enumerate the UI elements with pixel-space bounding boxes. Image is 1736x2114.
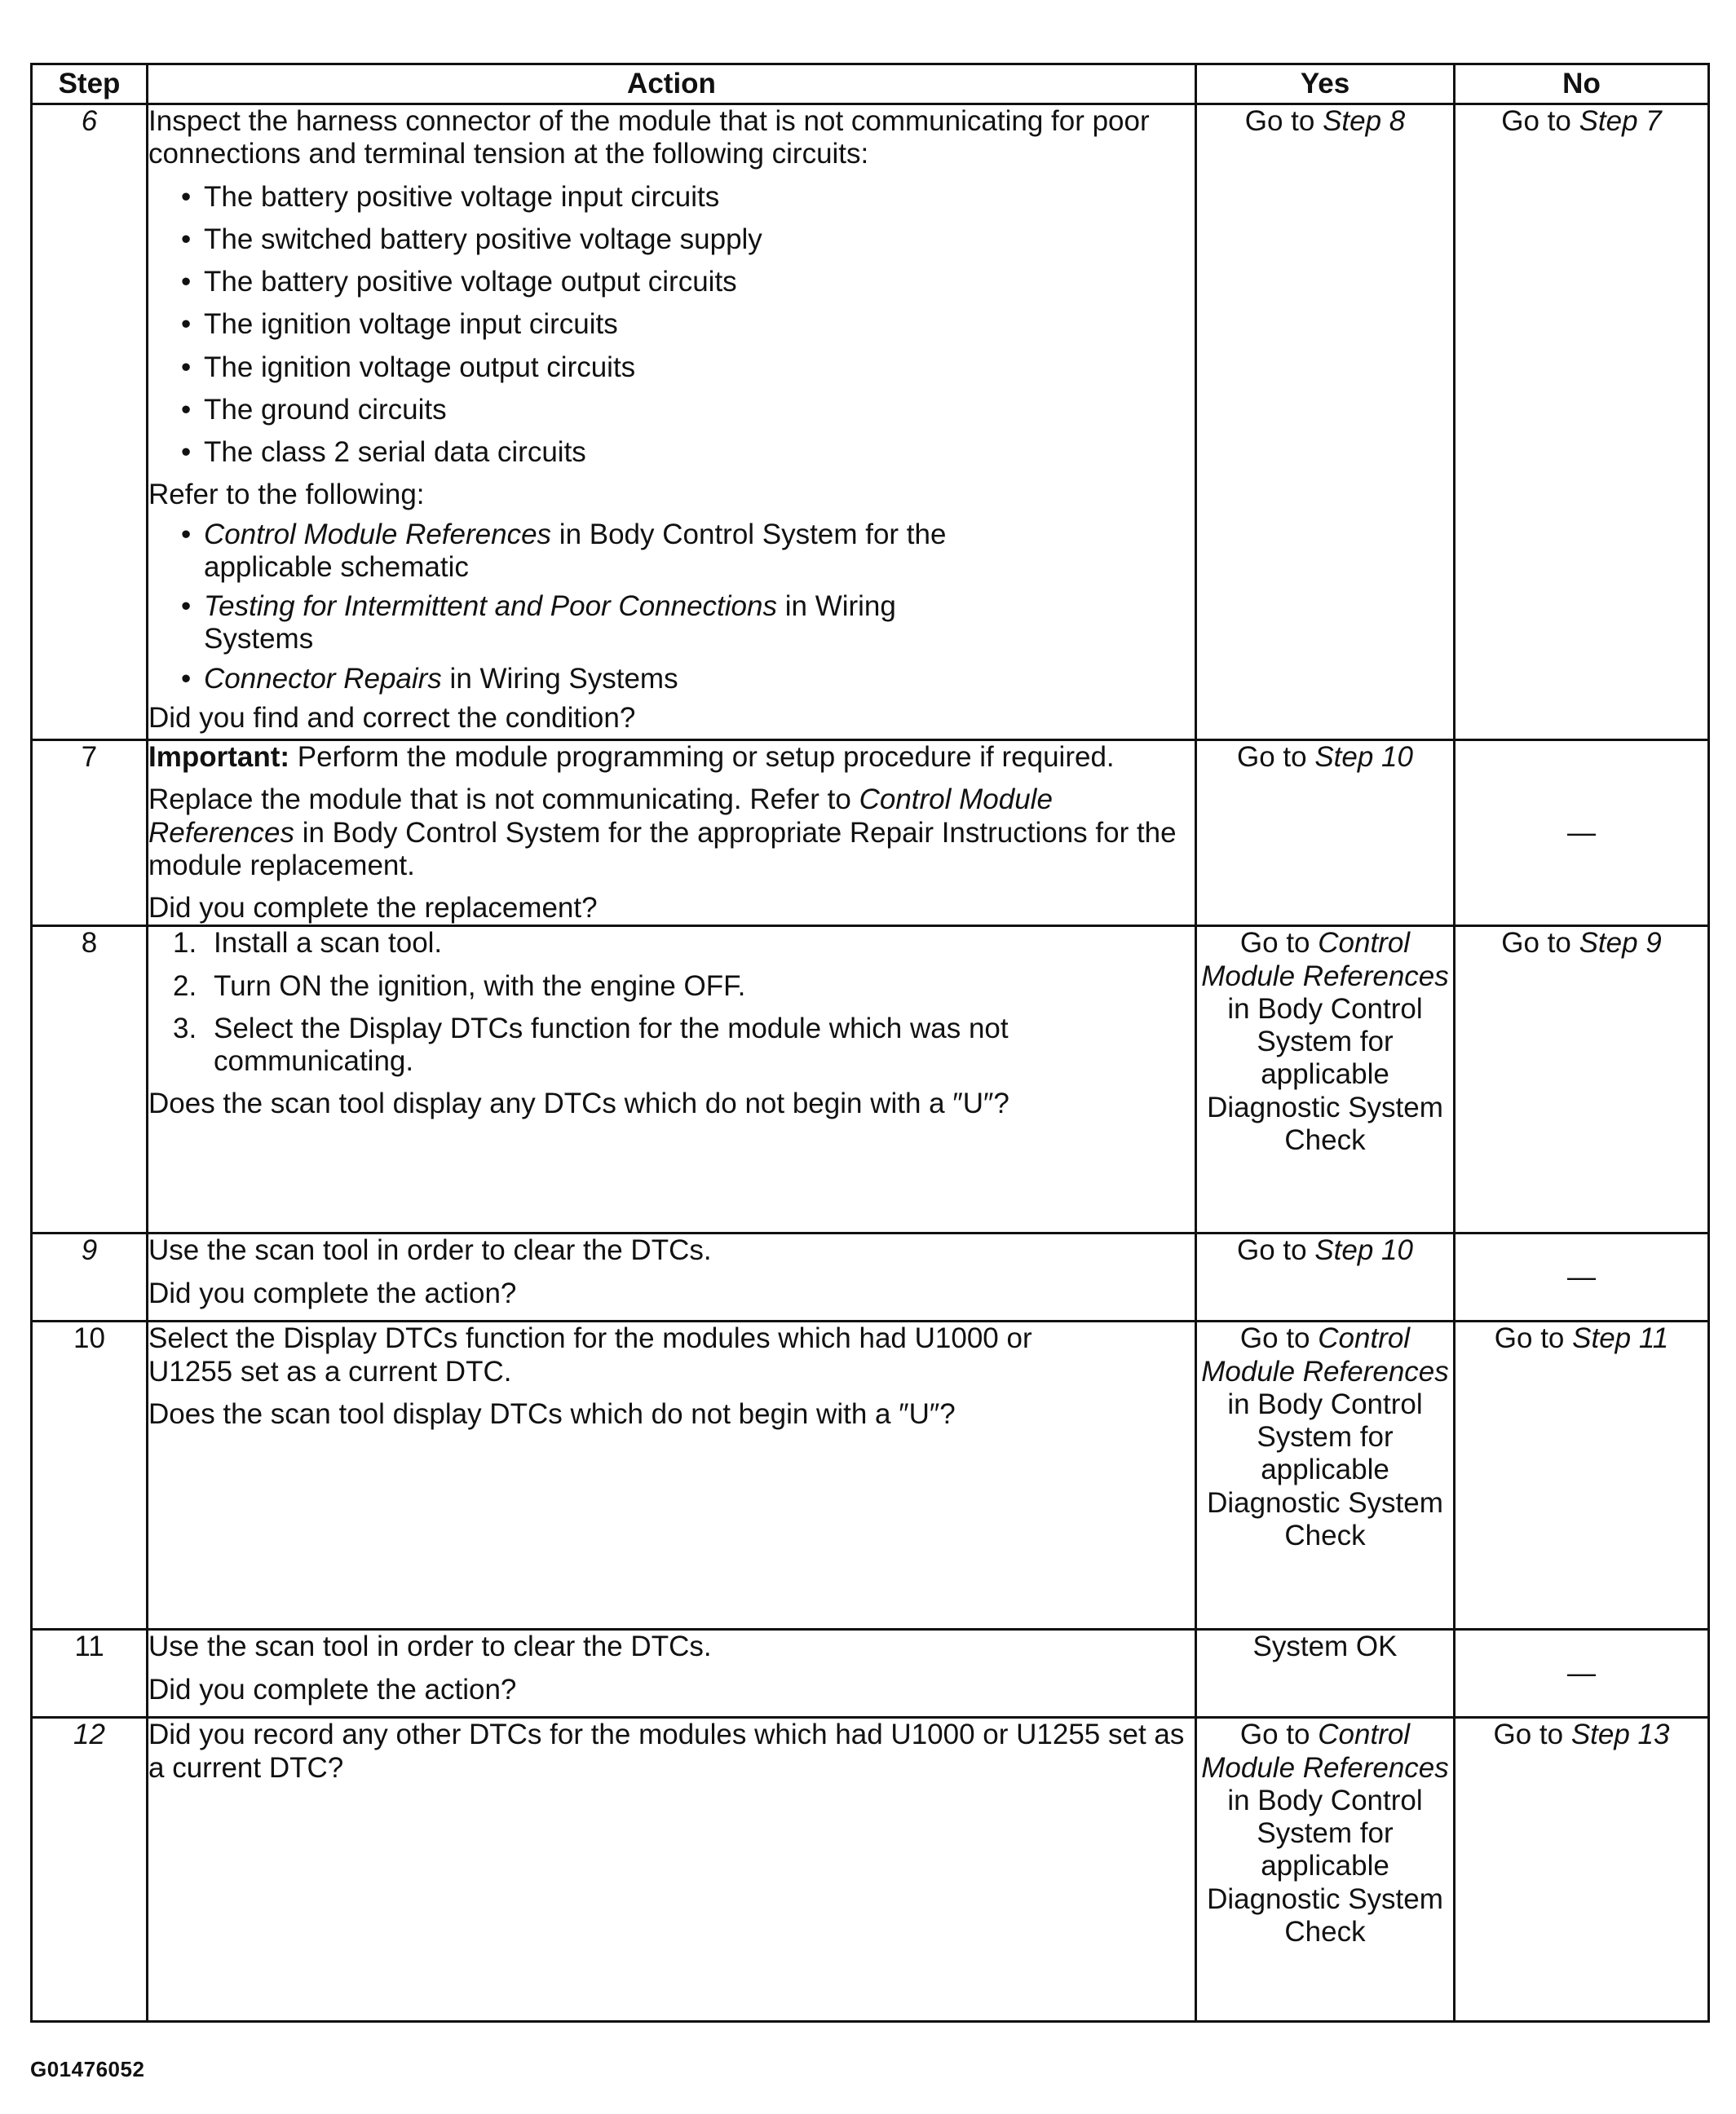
reference-text: in Body Control System for the applicable schematic [204, 518, 947, 583]
table-row-step-10 [32, 1322, 1709, 1630]
list-item: • The ignition voltage input circuits [148, 308, 1195, 341]
step-number: 6 [32, 104, 148, 740]
yes-reference: Control Module References [1201, 1719, 1449, 1784]
question-text: Did you complete the replacement? [148, 892, 598, 924]
list-item [148, 519, 962, 585]
replace-reference: Control Module References [148, 783, 1053, 849]
reference-title: Testing for Intermittent and Poor Connections [204, 590, 777, 622]
no-cell: — [1455, 740, 1709, 926]
question-text: Did you find and correct the condition? [148, 701, 636, 734]
question-text: Does the scan tool display any DTCs which do not begin with a ″U″? [148, 1088, 1009, 1120]
yes-reference: Control Module References [1201, 927, 1449, 992]
yes-suffix: in Body Control System for applicable Diagnostic System Check [1207, 992, 1443, 1156]
list-item [148, 927, 1195, 960]
list-item: • The ground circuits [148, 394, 1195, 426]
replace-text [148, 783, 1195, 882]
refer-text: Refer to the following: [148, 479, 425, 511]
no-cell: — [1455, 1630, 1709, 1718]
table-row-step-11 [32, 1630, 1709, 1718]
step-number: 8 [32, 926, 148, 1234]
no-step-link: Step 7 [1579, 105, 1662, 137]
action-cell [148, 1322, 1196, 1630]
yes-prefix: Go to [1237, 1234, 1315, 1267]
step-number: 12 [32, 1718, 148, 2022]
header-no: No [1455, 64, 1709, 104]
no-step-link: Step 9 [1579, 927, 1662, 960]
step-number: 10 [32, 1322, 148, 1630]
action-cell [148, 1718, 1196, 2022]
header-row [32, 64, 1709, 104]
no-cell: — [1455, 1234, 1709, 1322]
question-text: Did you record any other DTCs for the modules which had U1000 or U1255 set as a current DTC? [148, 1719, 1185, 1784]
yes-suffix: in Body Control System for applicable Diagnostic System Check [1207, 1388, 1443, 1551]
list-item [148, 590, 962, 656]
list-item: • The battery positive voltage input circuits [148, 181, 1195, 214]
list-item: • The ignition voltage output circuits [148, 351, 1195, 384]
no-cell [1455, 1322, 1709, 1630]
yes-reference: Control Module References [1201, 1322, 1449, 1388]
reference-title: Connector Repairs [204, 662, 442, 695]
reference-text: in Wiring Systems [441, 662, 678, 695]
step-number: 9 [32, 1234, 148, 1322]
yes-cell [1196, 1718, 1455, 2022]
step-number: 11 [32, 1630, 148, 1718]
action-cell [148, 740, 1196, 926]
table-row-step-9 [32, 1234, 1709, 1322]
question-text: Does the scan tool display DTCs which do not begin with a ″U″? [148, 1397, 956, 1430]
no-prefix: Go to [1501, 105, 1579, 137]
action-intro: Inspect the harness connector of the module that is not communicating for poor connections and terminal tension at the following circuits: [148, 105, 1150, 170]
action-cell [148, 1234, 1196, 1322]
action-cell [148, 1630, 1196, 1718]
table-row-step-6 [32, 104, 1709, 740]
yes-suffix: in Body Control System for applicable Diagnostic System Check [1207, 1784, 1443, 1948]
replace-text-b: in Body Control System for the appropriate Repair Instructions for the module replacement. [148, 816, 1177, 881]
yes-step-link: Step 10 [1314, 741, 1413, 773]
list-text: Select the Display DTCs function for the module which was not communicating. [214, 1012, 1009, 1077]
no-prefix: Go to [1494, 1322, 1573, 1355]
list-item: • The switched battery positive voltage supply [148, 223, 1195, 256]
list-item: • The class 2 serial data circuits [148, 436, 1195, 469]
diagnostic-table [30, 63, 1710, 2023]
yes-prefix: Go to [1237, 741, 1315, 773]
action-text: Select the Display DTCs function for the modules which had U1000 or U1255 set as a current DTC. [148, 1322, 1032, 1388]
list-number: 3. [173, 1012, 197, 1044]
header-step: Step [32, 64, 148, 104]
yes-cell [1196, 1234, 1455, 1322]
header-action: Action [148, 64, 1196, 104]
header-yes: Yes [1196, 64, 1455, 104]
yes-prefix: Go to [1244, 105, 1323, 137]
list-text: Install a scan tool. [214, 927, 443, 960]
reference-title: Control Module References [204, 518, 552, 550]
list-number: 1. [173, 927, 197, 960]
yes-prefix: Go to [1239, 1322, 1319, 1355]
action-cell [148, 104, 1196, 740]
important-note [148, 741, 1195, 774]
list-item: • The battery positive voltage output circuits [148, 266, 1195, 298]
step-number: 7 [32, 740, 148, 926]
yes-cell [1196, 740, 1455, 926]
action-cell [148, 926, 1196, 1234]
yes-cell [1196, 926, 1455, 1234]
list-item [148, 663, 962, 695]
reference-text: in Wiring Systems [204, 590, 896, 655]
yes-prefix: Go to [1239, 1719, 1319, 1751]
table-row-step-7 [32, 740, 1709, 926]
table-row-step-8 [32, 926, 1709, 1234]
question-text: Did you complete the action? [148, 1673, 517, 1706]
list-item [148, 970, 1195, 1003]
yes-step-link: Step 10 [1314, 1234, 1413, 1267]
no-step-link: Step 11 [1572, 1322, 1669, 1355]
action-text: Use the scan tool in order to clear the DTCs. [148, 1631, 712, 1663]
question-text: Did you complete the action? [148, 1277, 517, 1309]
no-cell [1455, 926, 1709, 1234]
no-cell [1455, 104, 1709, 740]
no-prefix: Go to [1493, 1719, 1571, 1751]
list-text: Turn ON the ignition, with the engine OFF. [214, 969, 746, 1002]
figure-caption: G01476052 [30, 2057, 145, 2081]
table-row-step-12 [32, 1718, 1709, 2022]
replace-text-a: Replace the module that is not communicating. Refer to [148, 783, 859, 816]
list-item [148, 1013, 1111, 1079]
no-prefix: Go to [1501, 927, 1579, 960]
yes-cell [1196, 1322, 1455, 1630]
yes-prefix: Go to [1239, 927, 1319, 960]
list-number: 2. [173, 969, 197, 1002]
yes-step-link: Step 8 [1323, 105, 1406, 137]
no-step-link: Step 13 [1570, 1719, 1670, 1751]
yes-cell [1196, 104, 1455, 740]
important-text: Perform the module programming or setup procedure if required. [289, 741, 1115, 773]
no-cell [1455, 1718, 1709, 2022]
action-text: Use the scan tool in order to clear the DTCs. [148, 1234, 712, 1267]
yes-cell: System OK [1196, 1630, 1455, 1718]
important-label: Important: [148, 741, 290, 773]
